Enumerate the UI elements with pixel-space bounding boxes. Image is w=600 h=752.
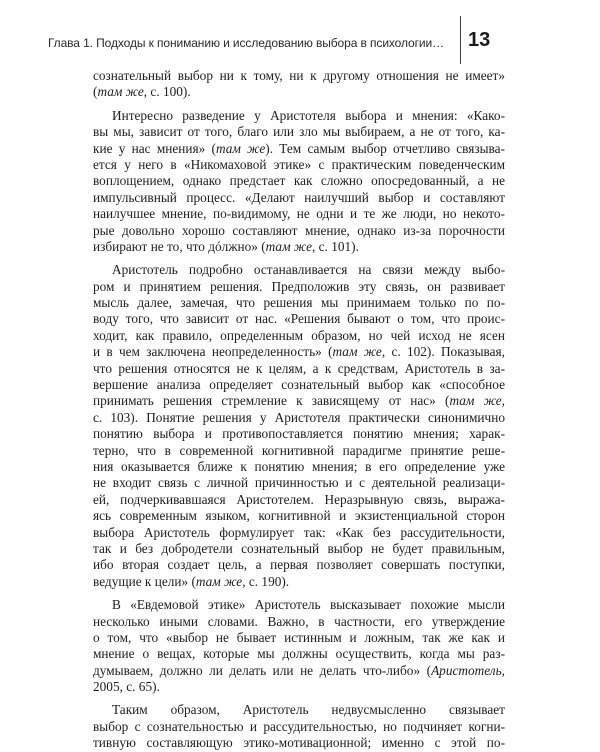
text-line: с. 103). Понятие решения у Аристотеля практически синонимично — [93, 409, 505, 425]
text-line: терно, что в современной когнитивной парадигме принятие реше- — [93, 442, 505, 458]
paragraph — [93, 108, 505, 256]
text-line: выбор с сознательностью и рассудительностью, но подчиняет когни- — [93, 718, 505, 734]
text-line: избирают не то, что дóлжно» (там же, с. 101). — [93, 238, 359, 254]
text-line: несколько иными словами. Важно, в частности, его утверждение — [93, 613, 505, 629]
paragraph — [93, 702, 505, 751]
text-line: мнение о вещах, которые мы должны осуществить, когда мы раз- — [93, 646, 505, 662]
text-line: импульсивный процесс. «Делают наилучший выбор и составляют — [93, 189, 505, 205]
text-line: и в чем заключена неопределенность» (там же, с. 102). Показывая, — [93, 344, 505, 360]
text-line: ибо вторая создает цель, а первая позволяет совершать поступки, — [93, 557, 505, 573]
text-line: рые довольно хорошо составляют мнение, однако из-за порочности — [93, 222, 505, 238]
text-line: 2005, с. 65). — [93, 679, 160, 695]
text-line: понятию выбора и противопоставляется понятию мнения; харак- — [93, 426, 505, 442]
paragraph — [93, 68, 505, 101]
page-number: 13 — [468, 29, 491, 51]
text-line: наилучшее мнение, по-видимому, не одни и те же люди, но некото- — [93, 206, 505, 222]
text-line: принимать решения стремление к зависящему от нас» (там же, — [93, 393, 505, 409]
text-line: (там же, с. 100). — [93, 84, 191, 100]
body-text — [93, 68, 505, 752]
text-line: вершение анализа определяет сознательный выбор как «способное — [93, 377, 505, 393]
text-line: ясь современным языком, когнитивной и экзистенциальной сторон — [93, 508, 505, 524]
text-line: тивную составляющую этико-мотивационной; именно с этой по- — [93, 735, 505, 751]
header-divider — [460, 16, 461, 64]
text-line: ется у него в «Никомаховой этике» с практическим поведенческим — [93, 156, 505, 172]
text-line: ведущие к цели» (там же, с. 190). — [93, 573, 290, 589]
text-line: вы мы, зависит от того, благо или зло мы выбираем, а не от того, ка- — [93, 124, 505, 140]
text-line: думываем, должно ли делать или не делать что-либо» (Аристотель, — [93, 662, 505, 678]
text-line: воду того, что зависит от нас. «Решения бывают о том, что проис- — [93, 311, 505, 327]
text-line: ром и принятием решения. Предположив эту связь, он развивает — [93, 278, 505, 294]
text-line: Аристотель подробно останавливается на связи между выбо- — [112, 262, 505, 278]
paragraph — [93, 262, 505, 590]
paragraph — [93, 597, 505, 695]
text-line: воплощением, однако предстает как сложно опосредованный, а не — [93, 173, 505, 189]
text-line: что решения относятся не к целям, а к средствам, Аристотель в за- — [93, 360, 505, 376]
text-line: выбора Аристотель формулирует так: «Как без рассудительности, — [93, 524, 505, 540]
text-line: ей, подчеркивавшаяся Аристотелем. Неразрывную связь, выража- — [93, 491, 505, 507]
text-line: мысль далее, замечая, что решения мы принимаем только по по- — [93, 295, 505, 311]
text-line: не входит связь с личной причинностью и с деятельной реализаци- — [93, 475, 505, 491]
text-line: Таким образом, Аристотель недвусмысленно связывает — [112, 702, 505, 718]
text-line: кие у нас мнения» (там же). Тем самым выбор отчетливо связыва- — [93, 140, 505, 156]
text-line: ния оказывается ближе к понятию мнения; в его определение уже — [93, 458, 505, 474]
text-line: В «Евдемовой этике» Аристотель высказывает похожие мысли — [112, 597, 505, 613]
text-line: сознательный выбор ни к тому, ни к другому отношения не имеет» — [93, 68, 505, 83]
text-line: Интересно разведение у Аристотеля выбора и мнения: «Како- — [112, 107, 505, 123]
text-line: о том, что «выбор не бывает истинным и ложным, так же как и — [93, 629, 505, 645]
running-title: Глава 1. Подходы к пониманию и исследованию выбора в психологии… — [47, 36, 444, 50]
text-line: ходит, как правило, определенным образом, но чей исход не ясен — [93, 327, 505, 343]
text-line: так и без добродетели сознательный выбор не будет правильным, — [93, 540, 505, 556]
